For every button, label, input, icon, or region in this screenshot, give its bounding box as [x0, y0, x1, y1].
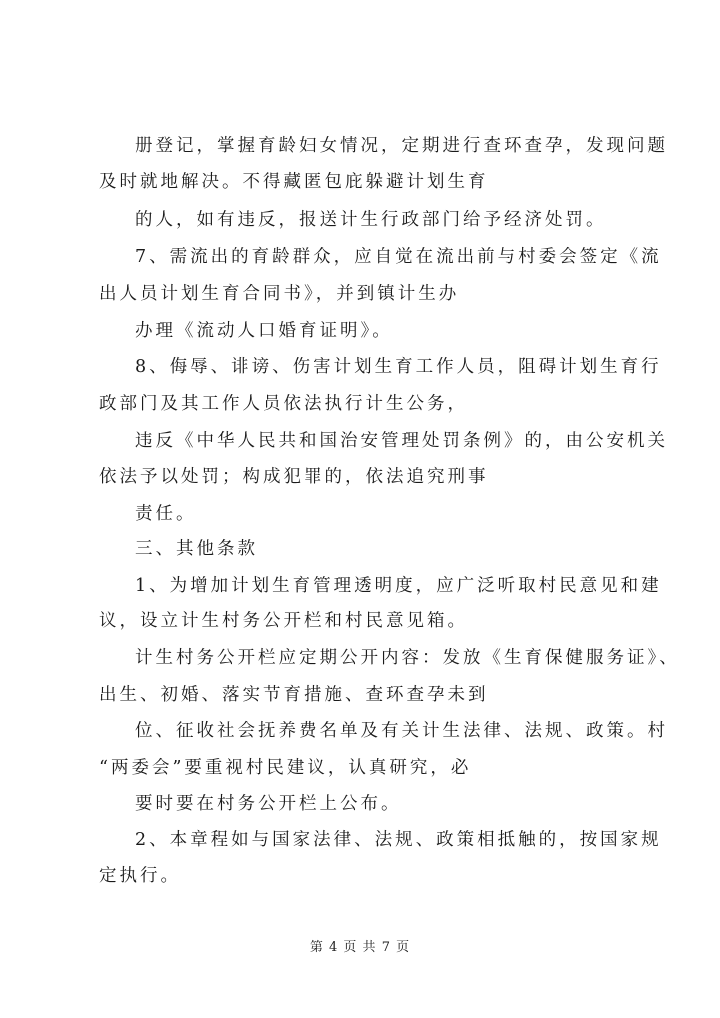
text-line: 位、征收社会抚养费名单及有关计生法律、法规、政策。村	[135, 721, 668, 741]
text-line: 违反《中华人民共和国治安管理处罚条例》的，由公安机关	[135, 431, 668, 451]
section-heading: 三、其他条款	[135, 539, 258, 559]
text-line: 册登记，掌握育龄妇女情况，定期进行查环查孕，发现问题	[135, 136, 668, 156]
text-line: 政部门及其工作人员依法执行计生公务，	[99, 394, 468, 414]
text-line: 计生村务公开栏应定期公开内容：发放《生育保健服务证》、	[135, 648, 680, 668]
text-line: 定执行。	[99, 866, 181, 886]
text-line: 及时就地解决。不得藏匿包庇躲避计划生育	[99, 172, 489, 192]
text-line: 责任。	[135, 504, 197, 524]
text-line: 出人员计划生育合同书》，并到镇计生办	[99, 284, 460, 304]
text-line: 依法予以处罚；构成犯罪的，依法追究刑事	[99, 467, 489, 487]
text-line: 7、需流出的育龄群众，应自觉在流出前与村委会签定《流	[135, 247, 662, 267]
text-line: 的人，如有违反，报送计生行政部门给予经济处罚。	[135, 210, 607, 230]
text-line: 1、为增加计划生育管理透明度，应广泛听取村民意见和建	[135, 576, 662, 596]
text-line: 出生、初婚、落实节育措施、查环查孕未到	[99, 685, 489, 705]
page-number-footer: 第 4 页 共 7 页	[309, 940, 411, 955]
text-line: 办理《流动人口婚育证明》。	[135, 321, 393, 341]
text-line: “两委会”要重视村民建议，认真研究，必	[99, 758, 472, 778]
text-line: 要时要在村务公开栏上公布。	[135, 794, 402, 814]
text-line: 议，设立计生村务公开栏和村民意见箱。	[99, 611, 468, 631]
text-line: 8、侮辱、诽谤、伤害计划生育工作人员，阻碍计划生育行	[135, 357, 662, 377]
text-line: 2、本章程如与国家法律、法规、政策相抵触的，按国家规	[135, 830, 662, 850]
